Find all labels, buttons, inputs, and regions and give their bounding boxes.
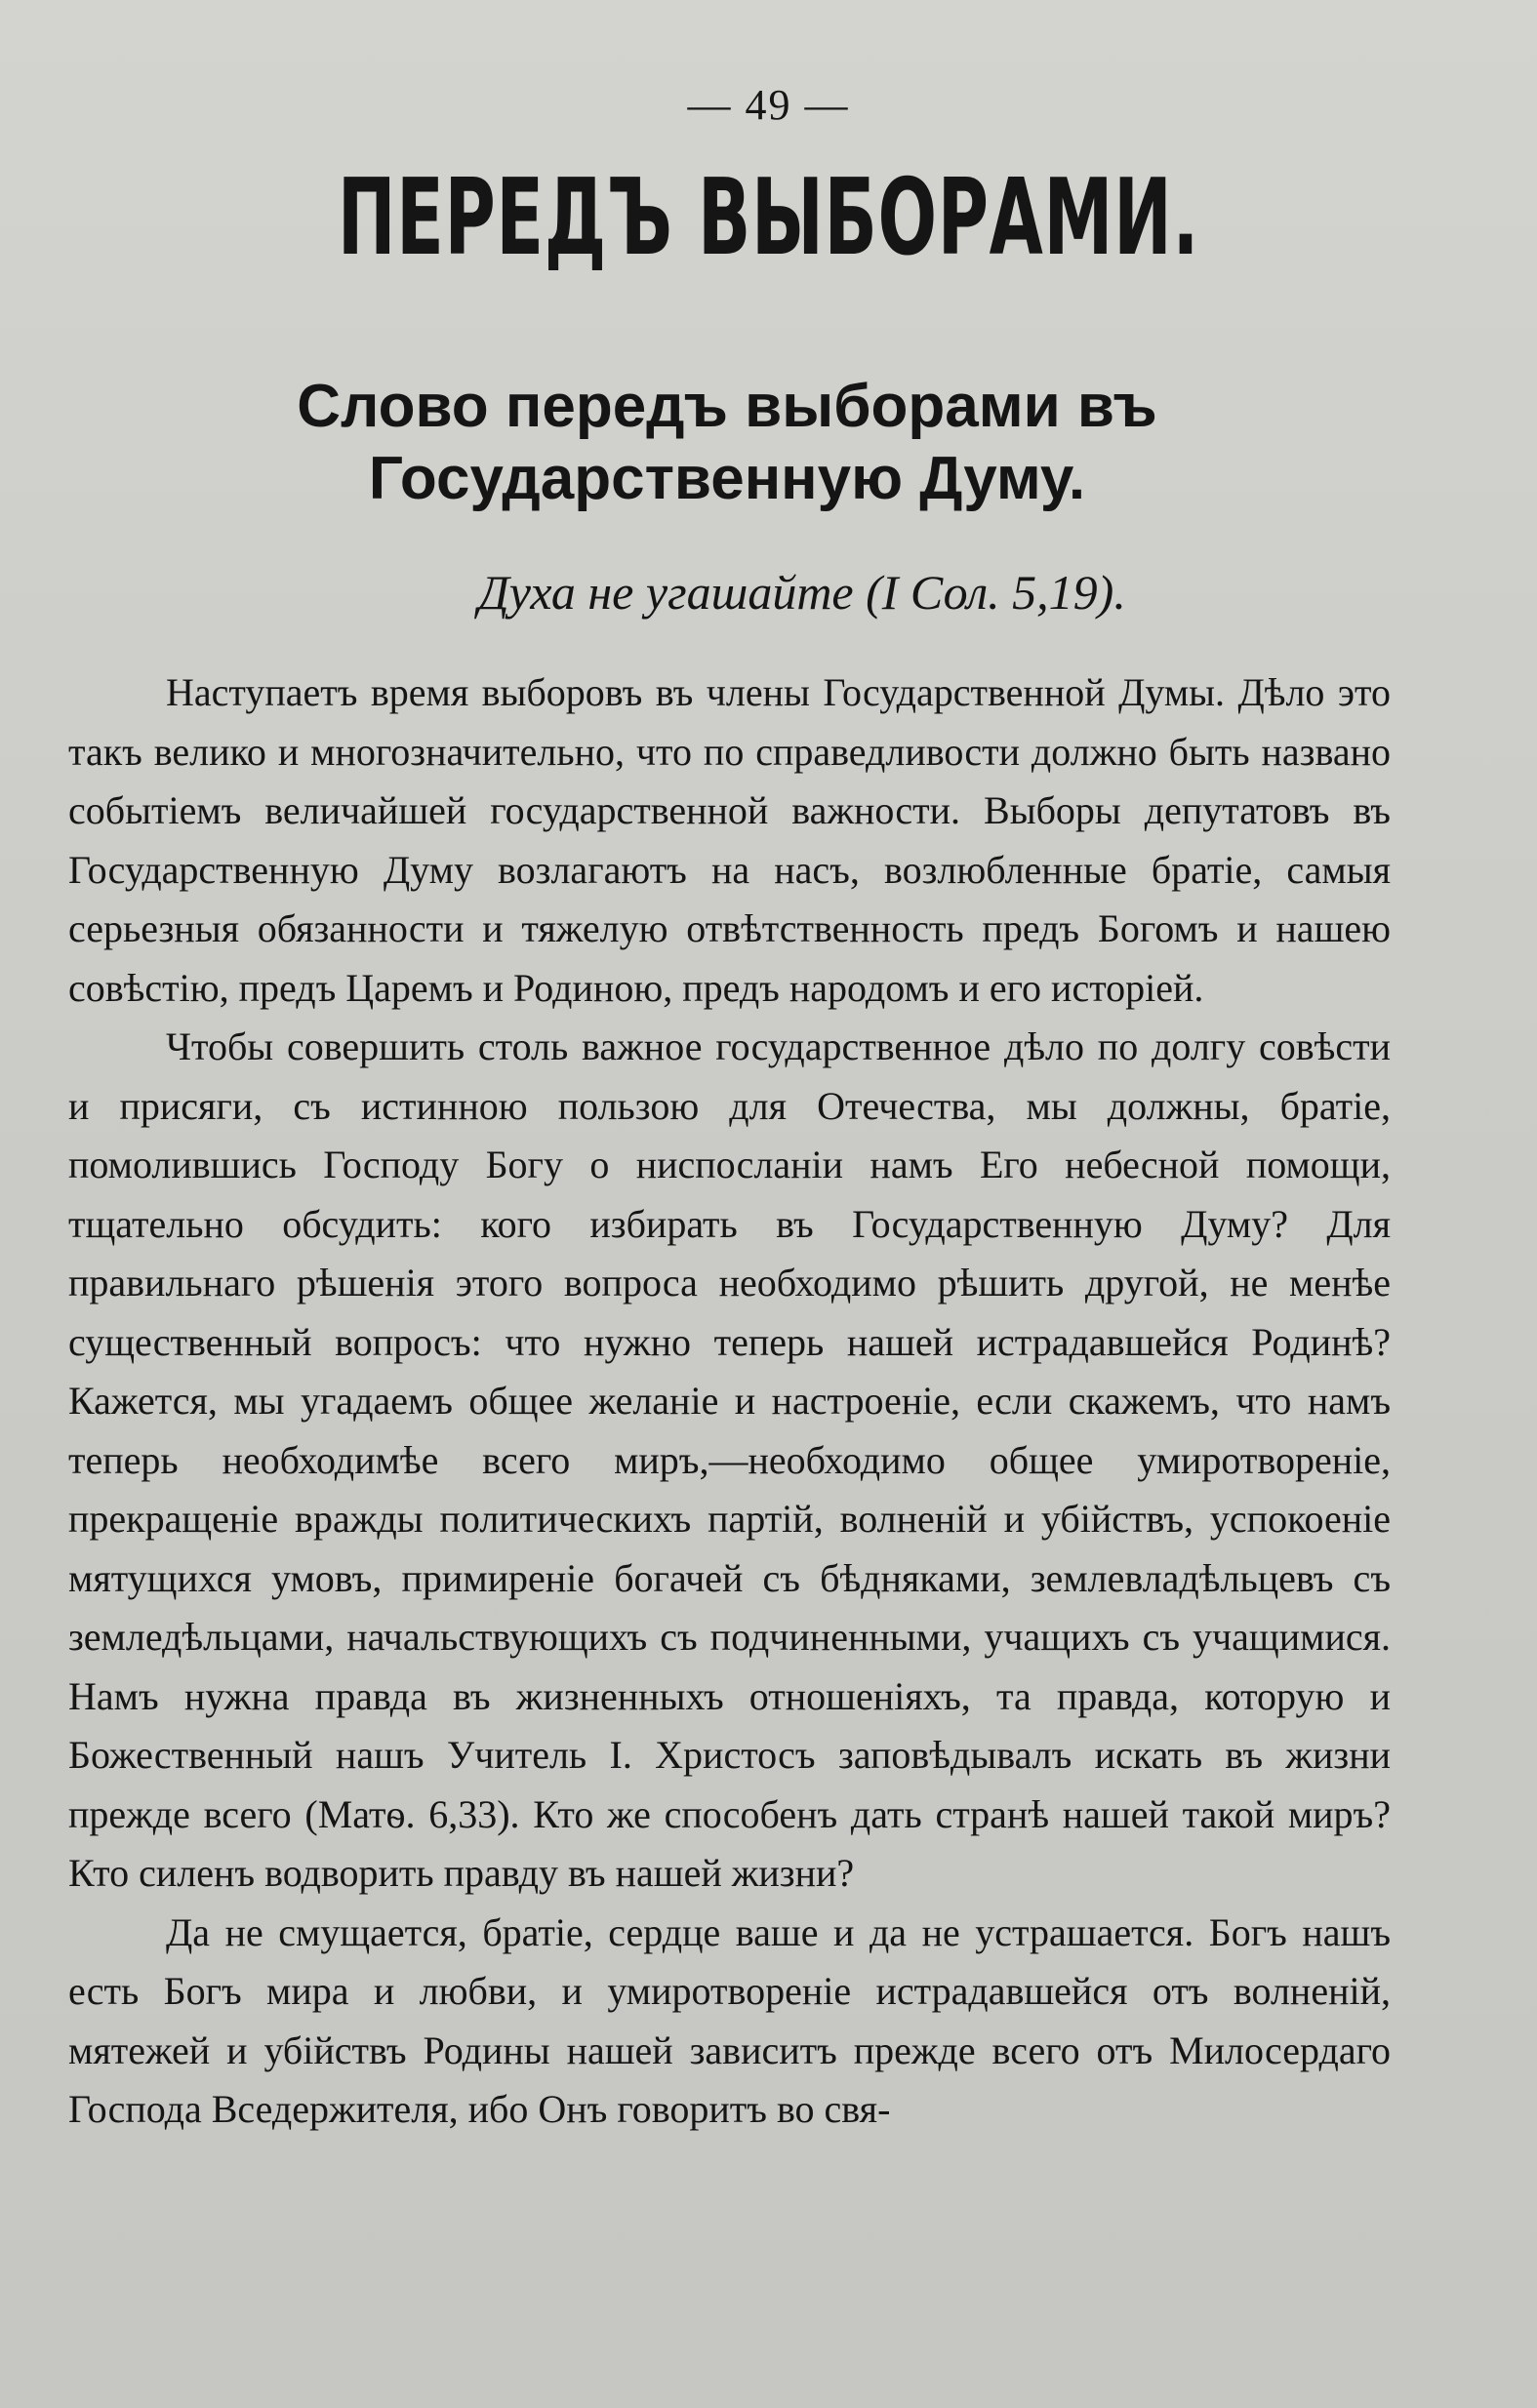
page-number: — 49 — [687,81,850,129]
sermon-title: Слово передъ выборами въ Государственную Думу. [297,373,1157,512]
paragraph: Да не смущается, братіе, сердце ваше и да не устрашается. Богъ нашъ есть Богъ мира и любви, и умиротвореніе истрадавшейся отъ волненій, мятежей и убійствъ Родины нашей зависитъ прежде всего отъ Милосердаго Господа Вседержителя, ибо Онъ говоритъ во свя- [68,1909,1391,2131]
body-text [68,663,1391,2140]
section-headline: ПЕРЕДЪ ВЫБОРАМИ. [337,157,1200,279]
paragraph: Чтобы совершить столь важное государственное дѣло по долгу совѣсти и присяги, съ истинною пользою для Отечества, мы должны, братіе, помолившись Господу Богу о ниспосланіи намъ Его небесной помощи, тщательно обсудить: кого избирать въ Государственную Думу? Для правильнаго рѣшенія этого вопроса необходимо рѣшить другой, не менѣе существенный вопросъ: что нужно теперь нашей истрадавшейся Родинѣ? Кажется, мы угадаемъ общее желаніе и настроеніе, если скажемъ, что намъ теперь необходимѣе всего миръ,—необходимо общее умиротвореніе, прекращеніе вражды политическихъ партій, волненій и убійствъ, успокоеніе мятущихся умовъ, примиреніе богачей съ бѣдняками, землевладѣльцевъ съ земледѣльцами, начальствующихъ съ подчиненными, учащихъ съ учащимися. Намъ нужна правда въ жизненныхъ отношеніяхъ, та правда, которую и Божественный нашъ Учитель I. Христосъ заповѣдывалъ искать въ жизни прежде всего (Матѳ. 6,33). Кто же способенъ дать странѣ нашей такой миръ? Кто силенъ водворить правду въ нашей жизни? [68,1024,1391,1895]
epigraph: Духа не угашайте (I Сол. 5,19). [478,565,1126,620]
paragraph: Наступаетъ время выборовъ въ члены Государственной Думы. Дѣло это такъ велико и многозначительно, что по справедливости должно быть названо событіемъ величайшей государственной важности. Выборы депутатовъ въ Государственную Думу возлагаютъ на насъ, возлюбленные братіе, самыя серьезныя обязанности и тяжелую отвѣтственность предъ Богомъ и нашею совѣстію, предъ Царемъ и Родиною, предъ народомъ и его исторіей. [68,670,1391,1010]
